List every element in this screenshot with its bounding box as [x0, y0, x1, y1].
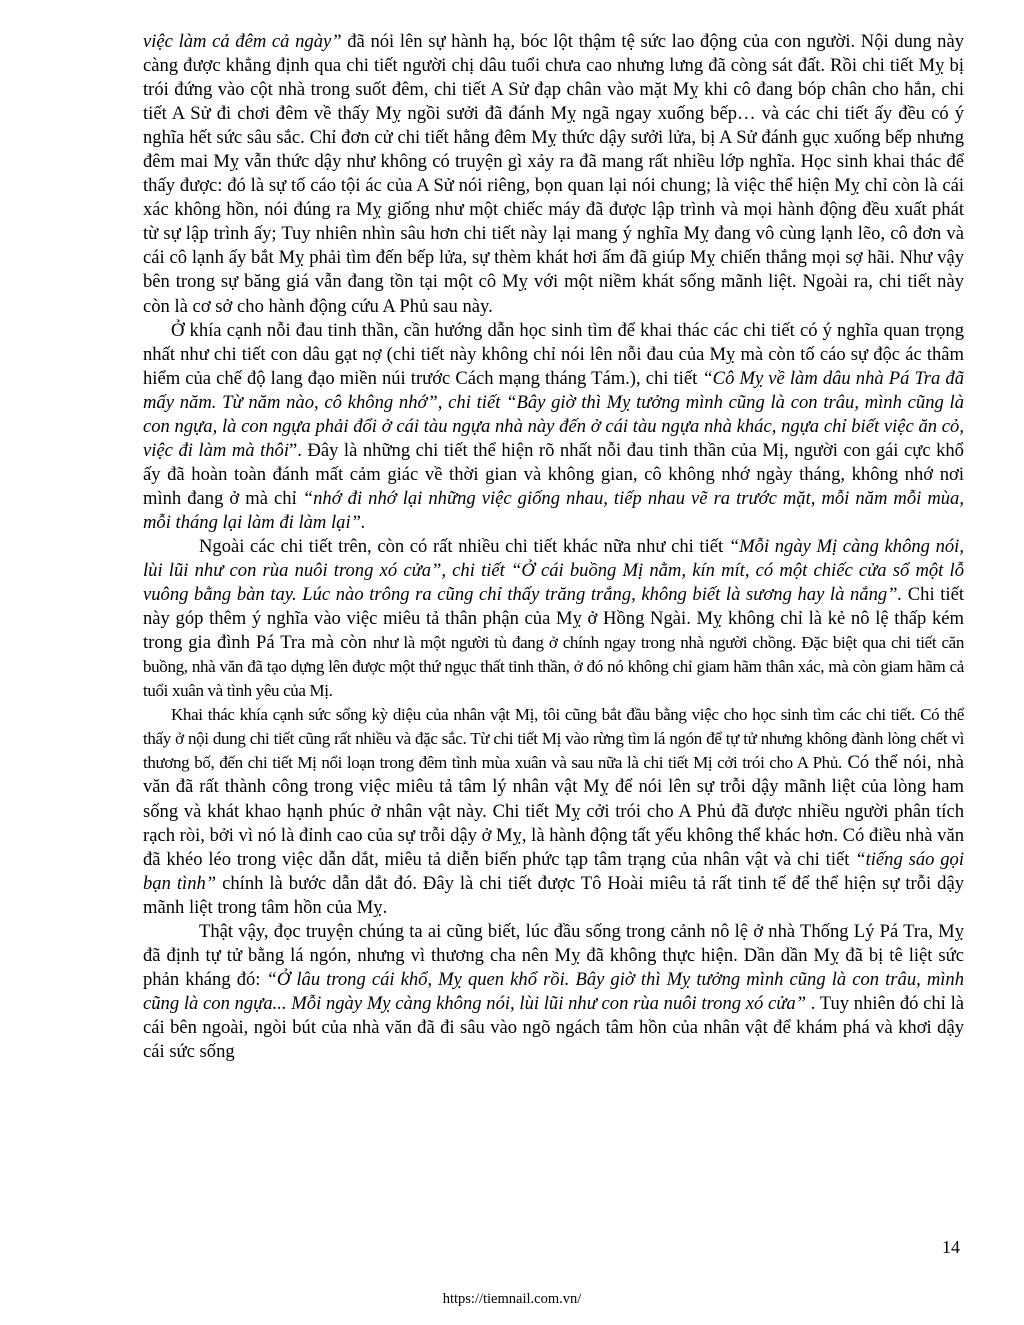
paragraph-text: ”. Đây là những chi tiết thể hiện rõ nhất nỗi đau tinh thần của Mị, người con gái cực khổ ấy đã hoàn toàn đánh mất cảm giác về thời gian và không gian, cô không nhớ ngày tháng, không nhớ nơi mình đang ở mà chỉ — [143, 439, 964, 509]
paragraph — [143, 920, 964, 1064]
quote-text: “Ở lâu trong cái khổ, Mỵ quen khổ rồi. Bây giờ thì Mỵ tưởng mình cũng là con trâu, mình cũng là con ngựa... Mỗi ngày Mỵ càng không nói, lùi lũi như con rùa nuôi trong xó cửa” — [143, 968, 965, 1014]
paragraph-text: đã nói lên sự hành hạ, bóc lột thậm tệ sức lao động của con người. Nội dung này càng được khẳng định qua chi tiết người chị dâu tuổi chưa cao nhưng lưng đã còng sát đất. Rồi chi tiết Mỵ bị trói đứng vào cột nhà trong suốt đêm, chi tiết A Sử đạp chân vào mặt Mỵ khi cô đang bóp chân cho hắn, chi tiết A Sử đi chơi đêm về thấy Mỵ ngồi sưởi đã đánh Mỵ ngã ngay xuống bếp… và các chi tiết ấy đều có ý nghĩa hết sức sâu sắc. Chỉ đơn cử chi tiết hằng đêm Mỵ thức dậy sưởi lửa, bị A Sử đánh gục xuống bếp nhưng đêm mai Mỵ vẫn thức dậy như không có truyện gì xảy ra đã mang rất nhiều lớp nghĩa. Học sinh khai thác để thấy được: đó là sự tố cáo tội ác của A Sử nói riêng, bọn quan lại nói chung; là việc thể hiện Mỵ chỉ còn là cái xác không hồn, nói đúng ra Mỵ giống như một chiếc máy đã được lập trình và mọi hành động đều xuất phát từ sự lập trình ấy; Tuy nhiên nhìn sâu hơn chi tiết này lại mang ý nghĩa Mỵ đang vô cùng lạnh lẽo, cô đơn và cái cô lạnh ấy bắt Mỵ phải tìm đến bếp lửa, sự thèm khát hơi ấm đã giúp Mỵ chiến thắng mọi sợ hãi. Như vậy bên trong sự băng giá vẫn đang tồn tại một cô Mỵ với một niềm khát sống mãnh liệt. Ngoài ra, chi tiết này còn là cơ sở cho hành động cứu A Phủ sau này. — [143, 31, 964, 317]
body-text — [143, 30, 964, 1064]
paragraph-text: Ngoài các chi tiết trên, còn có rất nhiều chi tiết khác nữa như chi tiết — [199, 535, 729, 557]
paragraph — [143, 535, 964, 703]
paragraph-text: Có thể nói, nhà văn đã rất thành công trong việc miêu tả tâm lý nhân vật Mỵ để nói lên sự trỗi dậy mãnh liệt của lòng ham sống và khát khao hạnh phúc ở nhân vật này. Chi tiết Mỵ cởi trói cho A Phủ đã được nhiều người phân tích rạch ròi, bởi vì nó là đỉnh cao của sự trỗi dậy ở Mỵ, là hành động tất yếu không thể khác hơn. Có điều nhà văn đã khéo léo trong việc dẫn dắt, miêu tả diễn biến phức tạp tâm trạng của nhân vật và chi tiết — [143, 752, 965, 870]
paragraph-text: Thật vậy, đọc truyện chúng ta ai cũng biết, lúc đầu sống trong cảnh nô lệ ở nhà Thống Lý Pá Tra, Mỵ đã định tự tử bằng lá ngón, nhưng vì thương cha nên Mỵ đã không thực hiện. Dần dần Mỵ đã bị tê liệt sức phản kháng đó: — [143, 920, 964, 990]
footer-url[interactable]: https://tiemnail.com.vn/ — [442, 1291, 582, 1307]
paragraph-text: Chi tiết này góp thêm ý nghĩa vào việc miêu tả thân phận của Mỵ ở Hồng Ngài. Mỵ không chỉ là kẻ nô lệ thấp kém trong gia đình Pá Tra mà còn — [143, 584, 964, 654]
page-number: 14 — [942, 1237, 960, 1257]
quote-text: “nhớ đi nhớ lại những việc giống nhau, tiếp nhau vẽ ra trước mặt, mỗi năm mỗi mùa, mỗi tháng lại làm đi làm lại”. — [143, 487, 964, 533]
paragraph — [143, 703, 964, 919]
paragraph — [143, 319, 964, 535]
paragraph-text: như là một người tù đang ở chính ngay trong nhà người chồng. Đặc biệt qua chi tiết căn buồng, nhà văn đã tạo dựng lên được một thứ ngục thất tinh thần, ở đó nó không chỉ giam hãm thân xác, mà còn giam hãm cả tuổi xuân và tình yêu của Mị. — [143, 633, 965, 701]
paragraph-text: Ở khía cạnh nỗi đau tinh thần, cần hướng dẫn học sinh tìm để khai thác các chi tiết có ý nghĩa quan trọng nhất như chi tiết con dâu gạt nợ (chi tiết này không chỉ nói lên nỗi đau của Mỵ mà còn tố cáo sự độc ác thâm hiểm của chế độ lang đạo miền núi trước Cách mạng tháng Tám.), chi tiết — [143, 319, 964, 389]
quote-text: “Mỗi ngày Mị càng không nói, lùi lũi như con rùa nuôi trong xó cửa”, chi tiết “Ở cái buồng Mị nằm, kín mít, có một chiếc cửa sổ một lỗ vuông bằng bàn tay. Lúc nào trông ra cũng chỉ thấy trăng trắng, không biết là sương hay là nắng”. — [143, 535, 964, 606]
paragraph-text: . Tuy nhiên đó chỉ là cái bên ngoài, ngòi bút của nhà văn đã đi sâu vào ngõ ngách tâm hồn của nhân vật để khám phá và khơi dậy cái sức sống — [143, 992, 964, 1062]
paragraph-text: Khai thác khía cạnh sức sống kỳ diệu của nhân vật Mị, tôi cũng bắt đầu bằng việc cho học sinh tìm các chi tiết. Có thể thấy ở nội dung chi tiết cũng rất nhiều và đặc sắc. Từ chi tiết Mị vào rừng tìm lá ngón để tự tử nhưng không đành lòng chết vì thương bố, đến chi tiết Mị nổi loạn trong đêm tình mùa xuân và sau nữa là chi tiết Mị cởi trói cho A Phủ. — [143, 705, 964, 773]
quote-text: “tiếng sáo gọi bạn tình” — [143, 848, 964, 894]
quote-text: “Cô Mỵ về làm dâu nhà Pá Tra đã mấy năm. Từ năm nào, cô không nhớ”, chi tiết “Bây giờ thì Mỵ tưởng mình cũng là con trâu, mình cũng là con ngựa, là con ngựa phải đổi ở cái tàu ngựa nhà này đến ở cái tàu ngựa nhà khác, ngựa chỉ biết việc ăn cỏ, việc đi làm mà thôi — [143, 367, 964, 461]
quote-text: việc làm cả đêm cả ngày” — [143, 31, 342, 52]
paragraph-text: chính là bước dẫn dắt đó. Đây là chi tiết được Tô Hoài miêu tả rất tinh tế để thể hiện sự trỗi dậy mãnh liệt trong tâm hồn của Mỵ. — [143, 872, 965, 918]
paragraph — [143, 30, 964, 319]
